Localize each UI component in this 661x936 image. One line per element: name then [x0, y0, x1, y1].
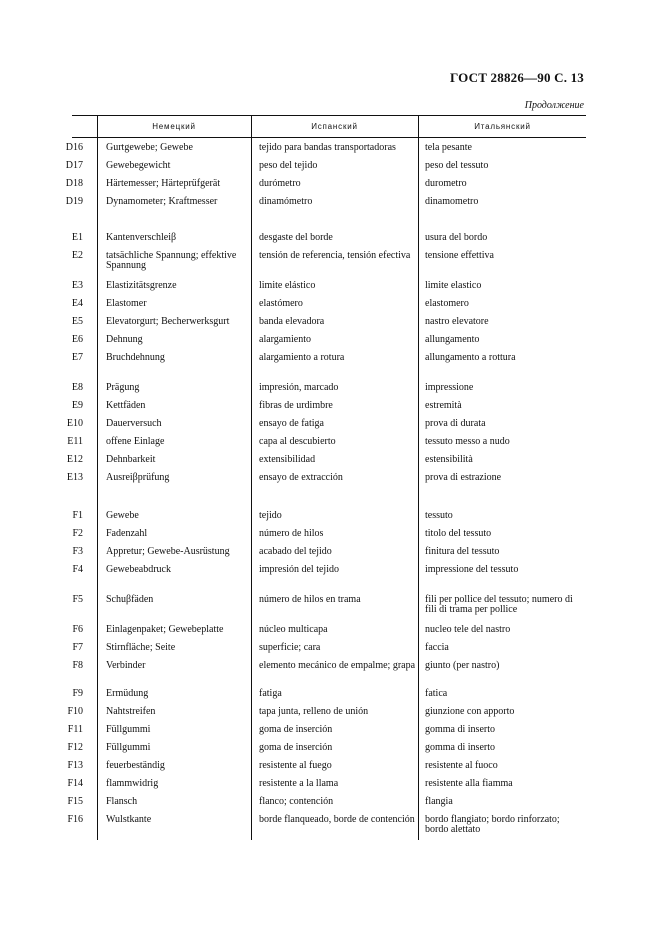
term-code: E8	[71, 382, 83, 393]
term-german: Ausreiβprüfung	[106, 472, 170, 483]
term-spanish: ensayo de fatiga	[259, 418, 324, 429]
term-italian: nastro elevatore	[425, 316, 489, 327]
column-header-spanish: Испанский	[311, 122, 358, 131]
term-spanish: desgaste del borde	[259, 232, 333, 243]
column-divider	[251, 115, 252, 840]
term-german: Gewebegewicht	[106, 160, 171, 171]
term-code: F4	[72, 564, 83, 575]
term-german: Bruchdehnung	[106, 352, 165, 363]
term-spanish: resistente a la llama	[259, 778, 339, 789]
term-code: F12	[67, 742, 83, 753]
term-german: Prägung	[106, 382, 140, 393]
term-code: E3	[71, 280, 83, 291]
term-spanish: borde flanqueado, borde de contención	[259, 814, 415, 825]
term-code: E13	[66, 472, 83, 483]
term-german: flammwidrig	[106, 778, 159, 789]
term-spanish: goma de inserción	[259, 724, 333, 735]
term-german: Elevatorgurt; Becherwerksgurt	[106, 316, 230, 327]
term-code: F3	[72, 546, 83, 557]
term-italian: giunzione con apporto	[425, 706, 515, 717]
term-german: Stirnfläche; Seite	[106, 642, 176, 653]
term-spanish: tensión de referencia, tensión efectiva	[259, 250, 411, 261]
term-spanish: flanco; contención	[259, 796, 334, 807]
term-german: Kantenverschleiβ	[106, 232, 177, 243]
term-italian: allungamento	[425, 334, 480, 345]
term-german: Nahtstreifen	[106, 706, 156, 717]
term-spanish: superficie; cara	[259, 642, 321, 653]
term-german: Kettfäden	[106, 400, 146, 411]
term-spanish: limite elástico	[259, 280, 316, 291]
term-code: E1	[71, 232, 83, 243]
term-code: F14	[67, 778, 83, 789]
term-german: Flansch	[106, 796, 138, 807]
term-italian: faccia	[425, 642, 449, 653]
term-code: E9	[71, 400, 83, 411]
term-spanish: durómetro	[259, 178, 301, 189]
term-german: Appretur; Gewebe-Ausrüstung	[106, 546, 230, 557]
term-italian: impressione del tessuto	[425, 564, 519, 575]
column-header-german: Немецкий	[152, 122, 196, 131]
term-italian: tela pesante	[425, 142, 472, 153]
term-italian: gomma di inserto	[425, 742, 495, 753]
term-german: Gurtgewebe; Gewebe	[106, 142, 193, 153]
term-code: F2	[72, 528, 83, 539]
term-spanish: peso del tejido	[259, 160, 318, 171]
term-german: offene Einlage	[106, 436, 165, 447]
term-italian: nucleo tele del nastro	[425, 624, 511, 635]
term-german: Dehnbarkeit	[106, 454, 156, 465]
column-divider	[418, 115, 419, 840]
term-code: F1	[72, 510, 83, 521]
term-spanish: impresión del tejido	[259, 564, 339, 575]
term-spanish: acabado del tejido	[259, 546, 332, 557]
term-italian: flangia	[425, 796, 453, 807]
term-spanish: banda elevadora	[259, 316, 325, 327]
term-code: F16	[67, 814, 83, 825]
term-italian: allungamento a rottura	[425, 352, 516, 363]
term-code: F8	[72, 660, 83, 671]
term-spanish: impresión, marcado	[259, 382, 339, 393]
term-code: E5	[71, 316, 83, 327]
term-code: E11	[67, 436, 83, 447]
term-italian: tessuto messo a nudo	[425, 436, 510, 447]
term-german: Elastizitätsgrenze	[106, 280, 177, 291]
term-spanish: número de hilos	[259, 528, 324, 539]
term-italian: dinamometro	[425, 196, 479, 207]
term-code: D19	[65, 196, 83, 207]
term-german: Fadenzahl	[106, 528, 148, 539]
term-code: F7	[72, 642, 83, 653]
table-header-rule	[72, 137, 586, 138]
term-italian: titolo del tessuto	[425, 528, 492, 539]
term-german: Dehnung	[106, 334, 143, 345]
term-code: D17	[65, 160, 83, 171]
term-german: feuerbeständig	[106, 760, 165, 771]
term-italian: resistente al fuoco	[425, 760, 498, 771]
term-spanish: fibras de urdimbre	[259, 400, 333, 411]
term-german: Ermüdung	[106, 688, 149, 699]
column-divider	[97, 115, 98, 840]
term-german: Füllgummi	[106, 724, 151, 735]
term-spanish: tejido para bandas transportadoras	[259, 142, 396, 153]
term-italian: elastomero	[425, 298, 469, 309]
term-code: F6	[72, 624, 83, 635]
term-italian: resistente alla fiamma	[425, 778, 513, 789]
term-code: E10	[66, 418, 83, 429]
term-italian: estremità	[425, 400, 462, 411]
term-german: Schuβfäden	[106, 594, 154, 605]
term-german: Füllgummi	[106, 742, 151, 753]
term-code: F15	[67, 796, 83, 807]
page-header: ГОСТ 28826—90 С. 13	[450, 70, 584, 85]
term-spanish: ensayo de extracción	[259, 472, 343, 483]
term-code: E4	[71, 298, 83, 309]
term-german: Einlagenpaket; Gewebeplatte	[106, 624, 224, 635]
term-spanish: fatiga	[259, 688, 282, 699]
term-italian: fatica	[425, 688, 448, 699]
term-italian: fili per pollice del tessuto; numero di fili di trama per pollice	[425, 594, 573, 615]
term-italian: limite elastico	[425, 280, 482, 291]
term-code: E6	[71, 334, 83, 345]
term-code: F13	[67, 760, 83, 771]
term-spanish: alargamiento a rotura	[259, 352, 345, 363]
term-german: Dynamometer; Kraftmesser	[106, 196, 218, 207]
term-italian: tensione effettiva	[425, 250, 494, 261]
term-spanish: tapa junta, relleno de unión	[259, 706, 369, 717]
term-german: Härtemesser; Härteprüfgerät	[106, 178, 221, 189]
term-italian: durometro	[425, 178, 467, 189]
term-italian: bordo flangiato; bordo rinforzato; bordo alettato	[425, 814, 560, 835]
term-spanish: elastómero	[259, 298, 303, 309]
term-italian: gomma di inserto	[425, 724, 495, 735]
term-code: D16	[65, 142, 83, 153]
term-code: D18	[65, 178, 83, 189]
term-spanish: extensibilidad	[259, 454, 316, 465]
term-german: Verbinder	[106, 660, 146, 671]
term-code: F9	[72, 688, 83, 699]
term-code: E7	[71, 352, 83, 363]
term-italian: tessuto	[425, 510, 453, 521]
table-top-rule	[72, 115, 586, 116]
term-italian: prova di durata	[425, 418, 486, 429]
term-spanish: número de hilos en trama	[259, 594, 361, 605]
term-italian: estensibilità	[425, 454, 473, 465]
term-code: F10	[67, 706, 83, 717]
column-header-italian: Итальянский	[474, 122, 531, 131]
term-italian: peso del tessuto	[425, 160, 489, 171]
term-italian: impressione	[425, 382, 474, 393]
term-spanish: tejido	[259, 510, 282, 521]
term-german: Dauerversuch	[106, 418, 162, 429]
term-spanish: goma de inserción	[259, 742, 333, 753]
term-spanish: elemento mecánico de empalme; grapa	[259, 660, 416, 671]
term-german: Gewebe	[106, 510, 139, 521]
term-german: Elastomer	[106, 298, 147, 309]
term-german: tatsächliche Spannung; effektive Spannung	[106, 250, 237, 271]
term-code: E12	[66, 454, 83, 465]
term-code: E2	[71, 250, 83, 261]
term-italian: giunto (per nastro)	[425, 660, 500, 671]
term-german: Gewebeabdruck	[106, 564, 171, 575]
term-italian: finitura del tessuto	[425, 546, 500, 557]
continuation-label: Продолжение	[524, 100, 584, 111]
term-italian: prova di estrazione	[425, 472, 502, 483]
term-code: F5	[72, 594, 83, 605]
term-spanish: capa al descubierto	[259, 436, 336, 447]
term-italian: usura del bordo	[425, 232, 488, 243]
term-german: Wulstkante	[106, 814, 152, 825]
term-spanish: dinamómetro	[259, 196, 313, 207]
term-spanish: núcleo multicapa	[259, 624, 328, 635]
term-spanish: resistente al fuego	[259, 760, 332, 771]
term-spanish: alargamiento	[259, 334, 312, 345]
term-code: F11	[67, 724, 83, 735]
